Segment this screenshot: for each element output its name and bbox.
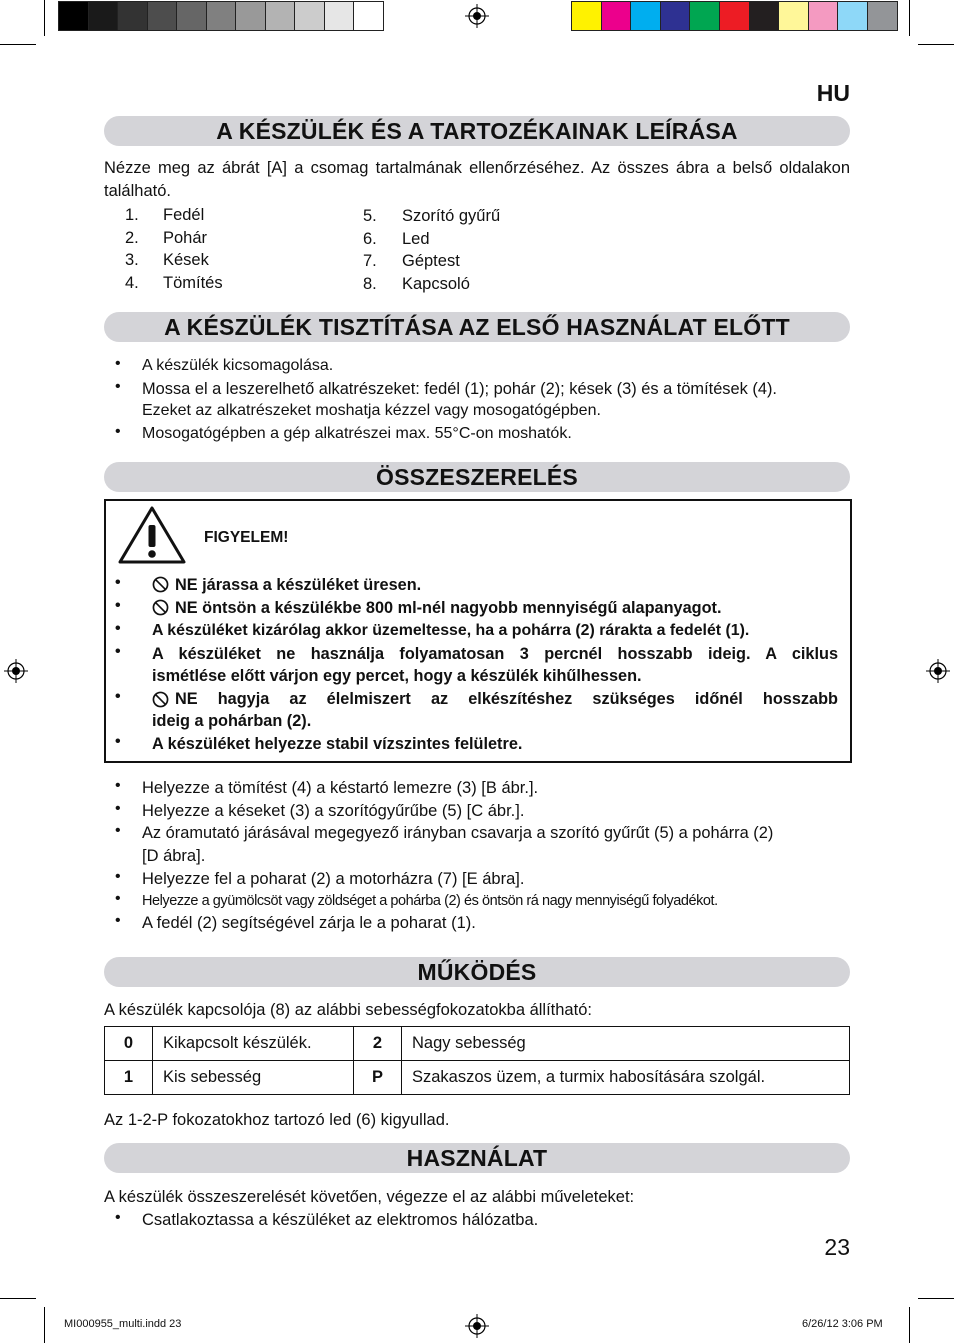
color-swatch <box>661 2 690 30</box>
color-swatch <box>868 2 897 30</box>
section-header-assembly: ÖSSZESZERELÉS <box>104 462 850 492</box>
section-header-cleaning: A KÉSZÜLÉK TISZTÍTÁSA AZ ELSŐ HASZNÁLAT ELŐTT <box>104 312 850 342</box>
color-swatch <box>602 2 631 30</box>
bullet-text: Helyezze a gyümölcsöt vagy zöldséget a pohárba (2) és öntsön rá nagy mennyiségű folyadékot. <box>142 893 718 909</box>
section-header-usage: HASZNÁLAT <box>104 1143 850 1173</box>
section5-intro: A készülék összeszerelését követően, végezze el az alábbi műveleteket: <box>104 1188 635 1206</box>
item-number: 3. <box>125 251 139 269</box>
registration-mark-icon <box>465 1314 489 1338</box>
bullet-text: Helyezze a késeket (3) a szorítógyűrűbe (5) [C ábr.]. <box>142 802 525 820</box>
bullet-icon: • <box>115 423 121 440</box>
color-swatch <box>325 2 354 30</box>
speed-key: 1 <box>105 1061 153 1095</box>
prohibited-icon <box>152 576 169 593</box>
bullet-text: Csatlakoztassa a készüléket az elektromos hálózatba. <box>142 1211 539 1229</box>
bullet-icon: • <box>115 355 121 372</box>
item-label: Fedél <box>163 206 205 224</box>
bullet-icon: • <box>115 688 121 705</box>
bullet-icon: • <box>115 890 121 907</box>
warning-item-text-continued: ideig a pohárban (2). <box>152 712 312 730</box>
speed-description: Kis sebesség <box>153 1061 354 1095</box>
color-swatch <box>631 2 660 30</box>
item-number: 8. <box>363 275 377 293</box>
bullet-icon: • <box>115 822 121 839</box>
item-label: Kések <box>163 251 209 269</box>
bullet-icon: • <box>115 597 121 614</box>
bullet-icon: • <box>115 574 121 591</box>
warning-item-text: A készüléket kizárólag akkor üzemeltesse, ha a pohárra (2) rárakta a fedelét (1). <box>152 622 750 639</box>
warning-item-text: A készüléket ne használja folyamatosan 3 percnél hosszabb ideig. A ciklus <box>152 645 838 663</box>
section-header-description: A KÉSZÜLÉK ÉS A TARTOZÉKAINAK LEÍRÁSA <box>104 116 850 146</box>
item-label: Led <box>402 230 430 248</box>
bullet-icon: • <box>115 868 121 885</box>
color-swatch <box>720 2 749 30</box>
color-swatch <box>779 2 808 30</box>
color-swatch <box>572 2 601 30</box>
color-swatch <box>354 2 383 30</box>
color-swatch <box>690 2 719 30</box>
warning-triangle-icon <box>117 505 187 565</box>
warning-label: FIGYELEM! <box>204 529 289 546</box>
crop-mark <box>44 1307 45 1343</box>
prohibited-icon <box>152 691 169 708</box>
registration-mark-icon <box>926 659 950 683</box>
crop-mark <box>909 0 910 36</box>
bullet-icon: • <box>115 378 121 395</box>
item-label: Géptest <box>402 252 460 270</box>
bullet-text: A fedél (2) segítségével zárja le a poharat (1). <box>142 914 476 932</box>
crop-mark <box>44 0 45 36</box>
speed-description: Nagy sebesség <box>402 1027 850 1061</box>
section4-note: Az 1-2-P fokozatokhoz tartozó led (6) kigyullad. <box>104 1111 450 1129</box>
color-swatch <box>177 2 206 30</box>
speed-key: P <box>354 1061 402 1095</box>
bullet-icon: • <box>115 912 121 929</box>
bullet-text: Az óramutató járásával megegyező irányban csavarja a szorító gyűrűt (5) a pohárra (2) <box>142 824 774 842</box>
bullet-icon: • <box>115 733 121 750</box>
footer-date: 6/26/12 3:06 PM <box>802 1318 883 1330</box>
item-number: 4. <box>125 274 139 292</box>
prohibited-icon <box>152 599 169 616</box>
bullet-icon: • <box>115 643 121 660</box>
warning-item-text: A készüléket helyezze stabil vízszintes felületre. <box>152 735 523 753</box>
crop-mark <box>909 1307 910 1343</box>
page-number: 23 <box>824 1234 850 1260</box>
bullet-icon: • <box>115 1209 121 1226</box>
item-number: 5. <box>363 207 377 225</box>
color-swatch <box>148 2 177 30</box>
color-swatch <box>750 2 779 30</box>
bullet-text: Mosogatógépben a gép alkatrészei max. 55°C-on moshatók. <box>142 425 572 442</box>
crop-mark <box>918 44 954 45</box>
crop-mark <box>0 1298 36 1299</box>
color-swatch <box>89 2 118 30</box>
color-swatch <box>118 2 147 30</box>
item-label: Pohár <box>163 229 208 247</box>
bullet-icon: • <box>115 777 121 794</box>
warning-item <box>152 597 721 620</box>
section4-intro: A készülék kapcsolója (8) az alábbi sebességfokozatokba állítható: <box>104 1001 592 1019</box>
footer-filename: MI000955_multi.indd 23 <box>64 1318 182 1330</box>
warning-item-text: NE hagyja az élelmiszert az elkészítéshez szükséges időnél hosszabb <box>175 690 838 708</box>
bullet-icon: • <box>115 800 121 817</box>
color-swatch <box>236 2 265 30</box>
item-label: Kapcsoló <box>402 275 470 293</box>
warning-item <box>152 688 838 711</box>
registration-mark-icon <box>4 659 28 683</box>
item-label: Szorító gyűrű <box>402 207 501 225</box>
item-label: Tömítés <box>163 274 223 292</box>
color-swatch <box>809 2 838 30</box>
item-number: 7. <box>363 252 377 270</box>
color-swatch <box>295 2 324 30</box>
crop-mark <box>918 1298 954 1299</box>
language-code: HU <box>816 80 850 106</box>
warning-item-text-continued: ismétlése előtt várjon egy percet, hogy a készülék kihűlhessen. <box>152 667 642 685</box>
speed-table <box>104 1026 850 1095</box>
table-row <box>105 1027 850 1061</box>
color-swatch <box>266 2 295 30</box>
color-swatch <box>59 2 88 30</box>
warning-item <box>152 574 421 597</box>
bullet-text: Mossa el a leszerelhető alkatrészeket: fedél (1); pohár (2); kések (3) és a tömítések (4). <box>142 380 777 398</box>
registration-mark-icon <box>465 4 489 28</box>
speed-description: Kikapcsolt készülék. <box>153 1027 354 1061</box>
speed-key: 2 <box>354 1027 402 1061</box>
bullet-text-continued: [D ábra]. <box>142 847 206 865</box>
item-number: 1. <box>125 206 139 224</box>
section1-intro: Nézze meg az ábrát [A] a csomag tartalmának ellenőrzéséhez. Az összes ábra a belső oldalakon található. <box>104 159 850 200</box>
item-number: 2. <box>125 229 139 247</box>
speed-description: Szakaszos üzem, a turmix habosítására szolgál. <box>402 1061 850 1095</box>
bullet-icon: • <box>115 620 121 637</box>
bullet-text-continued: Ezeket az alkatrészeket moshatja kézzel vagy mosogatógépben. <box>142 402 601 419</box>
item-number: 6. <box>363 230 377 248</box>
speed-key: 0 <box>105 1027 153 1061</box>
color-swatch <box>838 2 867 30</box>
warning-item-text: NE járassa a készüléket üresen. <box>175 576 422 594</box>
color-swatch <box>207 2 236 30</box>
section-header-operation: MŰKÖDÉS <box>104 957 850 987</box>
warning-item-text: NE öntsön a készülékbe 800 ml-nél nagyobb mennyiségű alapanyagot. <box>175 599 722 617</box>
table-row <box>105 1061 850 1095</box>
bullet-text: Helyezze fel a poharat (2) a motorházra (7) [E ábra]. <box>142 870 525 888</box>
bullet-text: Helyezze a tömítést (4) a késtartó lemezre (3) [B ábr.]. <box>142 779 539 797</box>
crop-mark <box>0 44 36 45</box>
bullet-text: A készülék kicsomagolása. <box>142 357 334 374</box>
